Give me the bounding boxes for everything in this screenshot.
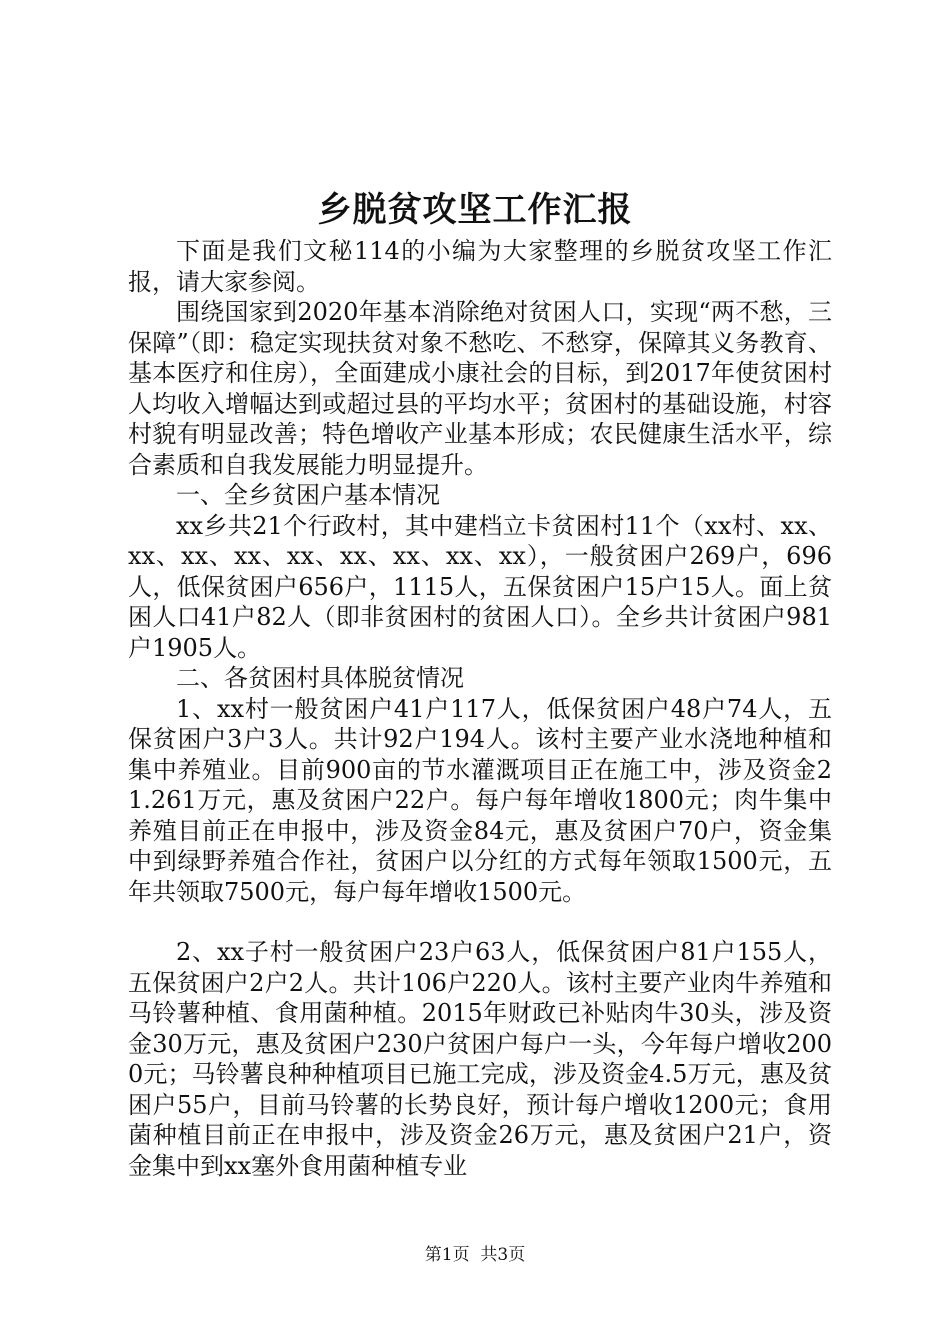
page-footer <box>0 1243 950 1267</box>
section-heading-1: 一、全乡贫困户基本情况 <box>176 481 440 509</box>
document-body <box>128 236 832 1181</box>
basic-situation-paragraph: xx乡共21个行政村，其中建档立卡贫困村11个（xx村、xx、xx、xx、xx、xx、xx、xx、xx、xx），一般贫困户269户，696人，低保贫困户656户，1115人，五保贫困户15户15人。面上贫困人口41户82人（即非贫困村的贫困人口）。全乡共计贫困户981户1905人。 <box>128 511 832 662</box>
section-heading-2: 二、各贫困村具体脱贫情况 <box>176 664 464 692</box>
intro-paragraph: 下面是我们文秘114的小编为大家整理的乡脱贫攻坚工作汇报，请大家参阅。 <box>128 237 832 296</box>
document-title: 乡脱贫攻坚工作汇报 <box>317 190 633 230</box>
village-1-paragraph: 1、xx村一般贫困户41户117人，低保贫困户48户74人，五保贫困户3户3人。共计92户194人。该村主要产业水浇地种植和集中养殖业。目前900亩的节水灌溉项目正在施工中，涉及资金21.261万元，惠及贫困户22户。每户每年增收1800元；肉牛集中养殖目前正在申报中，涉及资金84元，惠及贫困户70户，资金集中到绿野养殖合作社，贫困户以分红的方式每年领取1500元，五年共领取7500元，每户每年增收1500元。 <box>128 694 832 906</box>
goal-paragraph: 围绕国家到2020年基本消除绝对贫困人口，实现“两不愁，三保障”（即：稳定实现扶贫对象不愁吃、不愁穿，保障其义务教育、基本医疗和住房），全面建成小康社会的目标，到2017年使贫困村人均收入增幅达到或超过县的平均水平；贫困村的基础设施，村容村貌有明显改善；特色增收产业基本形成；农民健康生活水平，综合素质和自我发展能力明显提升。 <box>128 298 832 479</box>
page-number: 第1页 <box>424 1245 470 1265</box>
village-2-paragraph: 2、xx子村一般贫困户23户63人，低保贫困户81户155人，五保贫困户2户2人。共计106户220人。该村主要产业肉牛养殖和马铃薯种植、食用菌种植。2015年财政已补贴肉牛30头，涉及资金30万元，惠及贫困户230户贫困户每户一头，今年每户增收2000元；马铃薯良种种植项目已施工完成，涉及资金4.5万元，惠及贫困户55户，目前马铃薯的长势良好，预计每户增收1200元；食用菌种植目前正在申报中，涉及资金26万元，惠及贫困户21户，资金集中到xx塞外食用菌种植专业 <box>128 938 832 1180</box>
page-total: 共3页 <box>480 1245 526 1265</box>
